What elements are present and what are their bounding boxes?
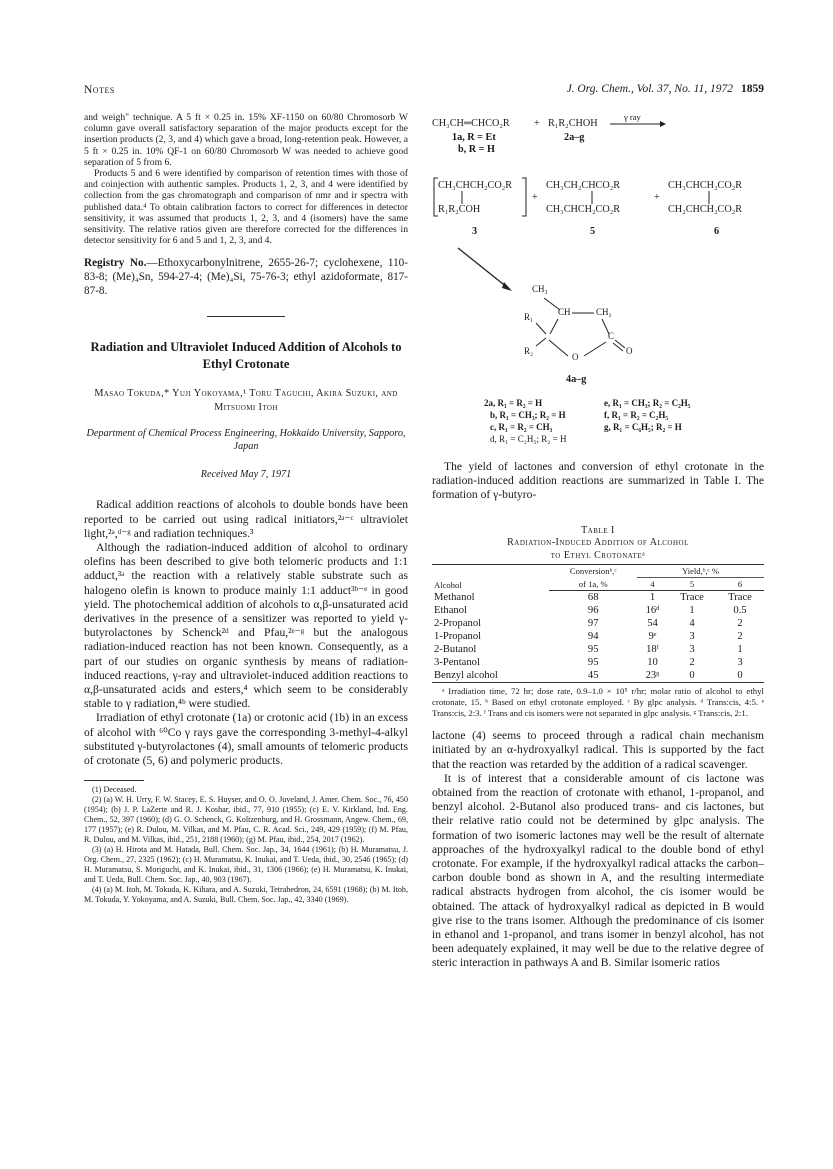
cell-yield-4: 16ᵈ xyxy=(645,605,660,617)
cell-yield-4: 54 xyxy=(647,618,658,630)
cell-yield-5: 3 xyxy=(689,631,695,643)
journal-citation: J. Org. Chem., Vol. 37, No. 11, 1972 xyxy=(566,83,733,95)
lac-bottom-left-bond xyxy=(549,340,568,356)
col-header-conversion-2: of 1a, % xyxy=(549,578,637,591)
cell-conversion: 95 xyxy=(587,644,599,656)
legend-g: g, R₁ = C₆H₅; R₂ = H xyxy=(604,422,682,432)
footnote-3: (3) (a) H. Hirota and M. Hatada, Bull. Chem. Soc. Jap., 34, 1644 (1961); (b) H. Muramatsu, J. Org. Chem., 27, 2325 (1962); (c) H. Muramatsu, K. Inukai, and T. Ueda, ibid., 30, 2546 (1965); (d) H. Muramatsu, S. Moriguchi, and K. Inukai, ibid., 31, 1306 (1966); (e) H. Muramatsu, K. Inukai, and T. Ueda, Bull. Chem. Soc. Jap., 40, 903 (1967). xyxy=(84,845,408,885)
cell-yield-5: 4 xyxy=(689,618,695,630)
footnote-1: (1) Deceased. xyxy=(92,785,137,795)
author-list: Masao Tokuda,* Yuji Yokoyama,¹ Toru Taguchi, Akira Suzuki, and Mitsuomi Itoh xyxy=(94,388,398,414)
intro-paragraph-2: Products 5 and 6 were identified by comparison of retention times with those of and coinjection with authentic samples. Products 1, 2, 3, and 4 were identified by collection from the gas chromatograph and comparison of nmr and ir spectra with published data.⁴ To obtain calibration factors to correct for differences in detector sensitivity, it was assumed that products 1, 2, 3, and 4 (isomers) have the same sensitivity. The relative ratios given are therefore corrected for the differences in detector sensitivity for 6 and 5 and 1, 2, 3, and 4. xyxy=(84,168,408,247)
arrow-label: γ ray xyxy=(624,112,641,122)
lac-r2-bond xyxy=(536,338,546,346)
cell-yield-5: 3 xyxy=(689,644,695,656)
col-header-yield: Yield,ᵇ,ᶜ % xyxy=(637,565,764,578)
intro-paragraph-1: and weigh" technique. A 5 ft × 0.25 in. 15% XF-1150 on 60/80 Chromosorb W column gave overall satisfactory separation of the major products except for the insertion products (2, 3, and 4) which gave a broad, long-retention peak. However, a 5 ft × 0.25 in. 10% QF-1 on 60/80 Chromosorb W was needed to achieve good separation of 5 from 6. xyxy=(84,112,408,168)
registry-text: —Ethoxycarbonylnitrene, 2655-26-7; cyclohexene, 110-83-8; (Me)₄Sn, 594-27-4; (Me)₄Si, 75-76-3; ethyl azidoformate, 817-87-8. xyxy=(84,257,408,298)
label-6: 6 xyxy=(714,226,720,237)
col-header-alcohol: Alcohol xyxy=(432,565,549,591)
article-body-right xyxy=(432,729,764,970)
footnote-divider xyxy=(84,780,144,781)
reactant-alcohol: R₁R₂CHOH xyxy=(548,118,598,129)
table-row xyxy=(432,630,764,643)
table-row xyxy=(432,591,764,605)
cell-conversion: 94 xyxy=(587,631,599,643)
table-caption-line-2: to Ethyl Crotonateᵃ xyxy=(550,549,646,561)
table-row xyxy=(432,643,764,656)
diagonal-arrow-head xyxy=(502,282,512,291)
lac-carbonyl-1 xyxy=(615,340,625,348)
col-header-conversion-1: Conversionᵇ,ᶜ xyxy=(549,565,637,578)
product-6-top: CH₃CHCH₂CO₂R xyxy=(668,180,743,191)
lac-carbonyl-2 xyxy=(613,343,623,351)
table-row xyxy=(432,604,764,617)
article-body-left xyxy=(84,498,408,768)
lactone-r2: R₂ xyxy=(524,346,534,356)
page-number: 1859 xyxy=(741,83,764,95)
cell-yield-4: 18ᶠ xyxy=(646,644,659,656)
label-1a: 1a, R = Et xyxy=(452,132,496,143)
cell-conversion: 97 xyxy=(587,618,599,630)
cell-alcohol: 2-Butanol xyxy=(434,644,477,656)
article-title: Radiation and Ultraviolet Induced Addition of Alcohols to Ethyl Crotonate xyxy=(90,340,402,372)
bracket-right xyxy=(522,178,526,216)
footnote-2: (2) (a) W. H. Urry, F. W. Stacey, E. S. Huyser, and O. O. Juveland, J. Amer. Chem. Soc., 76, 450 (1954); (b) J. P. LaZerte and R. J. Koshar, ibid., 77, 910 (1955); (c) E. V. Kirkland, Ind. Eng. Chem., 52, 397 (1960); (d) G. O. Schenck, G. Koltzenburg, and H. Grossmann, Angew. Chem., 69, 177 (1957); (e) R. Dulou, M. Vilkas, and M. Pfau, C. R. Acad. Sci., 249, 429 (1959); (f) M. Pfau, R. Dulou, and M. Vilkas, ibid., 251, 2188 (1960); (g) M. Pfau, ibid., 254, 2017 (1962). xyxy=(84,795,408,845)
cell-yield-5: 0 xyxy=(668,669,716,683)
left-column xyxy=(84,112,408,905)
cell-yield-6: 2 xyxy=(737,631,743,643)
product-3-bottom: R₁R₂COH xyxy=(438,204,481,215)
footnotes xyxy=(84,785,408,905)
cell-yield-6: 2 xyxy=(737,618,743,630)
cell-yield-5: 2 xyxy=(689,657,695,669)
cell-yield-5: 1 xyxy=(689,605,695,617)
label-4: 4a–g xyxy=(566,374,587,385)
legend-d: d, R₁ = C₂H₅; R₂ = H xyxy=(490,434,567,444)
cell-alcohol: 3-Pentanol xyxy=(434,657,480,669)
table-caption-line-1: Radiation-Induced Addition of Alcohol xyxy=(507,537,689,549)
reaction-arrow-head xyxy=(660,121,666,127)
table-row xyxy=(432,617,764,630)
footnote-4: (4) (a) M. Itoh, M. Tokuda, K. Kihara, and A. Suzuki, Tetrahedron, 24, 6591 (1968); (b) M. Itoh, M. Tokuda, Y. Yokoyama, and A. Suzuki, Bull. Chem. Soc. Jap., 42, 3340 (1969). xyxy=(84,885,408,905)
cell-yield-4: 1 xyxy=(649,592,656,604)
body-paragraph-2: Although the radiation-induced addition of alcohol to ordinary olefins has been described to give both telomeric products and 1:1 adduct,³ᵃ the reaction with a relatively stable substrate such as halogeno olefin is known to produce mainly 1:1 adduct³ᵇ⁻ᵉ in good yield. The photochemical addition of alcohols to α,β-unsaturated acid derivatives in the presence of a sensitizer was reported to yield γ-butyrolactones by Schenck²ᵈ and Pfau,²ᵉ⁻ᵍ but the analogous radiation-induced reaction has not been known. Consequently, as a part of our studies on organic synthesis by means of radiation-induced reactions, γ-ray and ultraviolet-induced addition reactions to α,β-unsaturated acids and esters,⁴ which seem to be considerably stable to γ radiation,⁴ᵇ were studied. xyxy=(84,541,408,711)
plus-sign-3: + xyxy=(654,192,660,203)
cell-yield-6: 0.5 xyxy=(733,605,747,617)
cell-yield-6: 0 xyxy=(716,669,764,683)
product-6-bottom: CH₂CHCH₂CO₂R xyxy=(668,204,743,215)
legend-f: f, R₁ = R₂ = C₂H₅ xyxy=(604,410,669,420)
legend-e: e, R₁ = CH₃; R₂ = C₂H₅ xyxy=(604,398,691,408)
col-header-5: 5 xyxy=(668,578,716,591)
table-caption xyxy=(432,525,764,563)
reaction-scheme xyxy=(432,112,764,432)
cell-alcohol: Benzyl alcohol xyxy=(432,669,549,683)
right-column xyxy=(432,112,764,971)
registry-label: Registry No. xyxy=(84,257,147,270)
lactone-carbonyl-carbon: C xyxy=(608,331,615,341)
table-row xyxy=(432,656,764,669)
cell-conversion: 68 xyxy=(587,592,599,604)
body-paragraph-1: Radical addition reactions of alcohols to double bonds have been reported to be carried out using radical initiators,²ᵃ⁻ᶜ ultraviolet light,²ᵃ,ᵈ⁻ᵍ and radiation techniques.³ xyxy=(84,498,408,540)
cell-alcohol: Methanol xyxy=(434,591,475,603)
cell-alcohol: 2-Propanol xyxy=(434,618,482,630)
plus-sign-2: + xyxy=(532,192,538,203)
product-3-top: CH₃CHCH₂CO₂R xyxy=(438,180,513,191)
diagonal-arrow xyxy=(458,248,508,288)
registry-numbers xyxy=(84,256,408,298)
cell-conversion: 45 xyxy=(549,669,637,683)
cell-yield-6: Trace xyxy=(728,592,752,604)
body-paragraph-3: Irradiation of ethyl crotonate (1a) or crotonic acid (1b) in an excess of alcohol with ⁶⁰Co γ rays gave the corresponding 3-methyl-4-alkyl substituted γ-butyrolactones (4), small amounts of telomeric products of crotonate (5, 6) and polymeric products. xyxy=(84,711,408,768)
label-1b: b, R = H xyxy=(458,144,495,155)
cell-alcohol: 1-Propanol xyxy=(434,631,482,643)
affiliation: Department of Chemical Process Engineering, Hokkaido University, Sapporo, Japan xyxy=(86,428,406,453)
legend-b: b, R₁ = CH₃; R₂ = H xyxy=(490,410,566,420)
cell-yield-6: 3 xyxy=(737,657,743,669)
cell-yield-4: 10 xyxy=(647,657,658,669)
col-header-6: 6 xyxy=(716,578,764,591)
cell-alcohol: Ethanol xyxy=(434,605,467,617)
cell-conversion: 95 xyxy=(587,657,599,669)
text-before-table: The yield of lactones and conversion of ethyl crotonate in the radiation-induced addition reactions are summarized in Table I. The formation of γ-butyro- xyxy=(432,460,764,502)
experimental-continuation xyxy=(84,112,408,246)
results-table xyxy=(432,564,764,683)
body-paragraph-right-2: It is of interest that a considerable amount of cis lactone was obtained from the reaction of crotonate with ethanol, 1-propanol, and benzyl alcohol. 2-Butanol also produced trans- and cis lactones, but their relative ratio could not be determined by glpc analysis. The formation of two isomeric lactones may well be the result of alternate approaches of the hydroxyalkyl radical to the double bond of ethyl crotonate. For example, if the hydroxyalkyl radical attacks the carbon–carbon double bond as shown in A, and the resulting intermediate radical abstracts hydrogen from alcohol, the cis isomer would be obtained. The attack of hydroxyalkyl radical as depicted in B would give rise to the trans isomer. Although the predominance of cis isomer in ethanol and 1-propanol, and trans isomer in benzyl alcohol, has not been adequately explained, it may well be due to the relative degree of steric interaction in pathways A and B. Similar isomeric ratios xyxy=(432,771,764,970)
cell-yield-4: 23ᵍ xyxy=(637,669,668,683)
cell-conversion: 96 xyxy=(587,605,599,617)
lac-bottom-right-bond xyxy=(584,342,606,356)
lac-r1-bond xyxy=(536,323,546,334)
cell-yield-6: 1 xyxy=(737,644,743,656)
received-date: Received May 7, 1971 xyxy=(200,469,292,481)
lactone-r1: R₁ xyxy=(524,312,534,322)
running-header-right xyxy=(480,83,764,95)
cell-yield-4: 9ᵉ xyxy=(648,631,657,643)
scheme-lines xyxy=(432,112,764,432)
running-header-left: Notes xyxy=(84,84,115,96)
lactone-ch3: CH₃ xyxy=(532,284,548,294)
product-5-bottom: CH₃CHCH₂CO₂R xyxy=(546,204,621,215)
table-footnote-text: ᵃ Irradiation time, 72 hr; dose rate, 0.9–1.0 × 10⁵ r/hr; molar ratio of alcohol to ethyl crotonate, 15. ᵇ Based on ethyl crotonate employed. ᶜ By glpc analysis. ᵈ Trans:cis, 4:5. ᵉ Trans:cis, 2:3. ᶠ Trans and cis isomers were not separated in glpc analysis. ᵍ Trans:cis, 2:1. xyxy=(432,686,764,719)
table-label: Table I xyxy=(581,524,615,536)
label-2: 2a–g xyxy=(564,132,585,143)
legend-2a: 2a, R₁ = R₂ = H xyxy=(484,398,543,408)
legend-c: c, R₁ = R₂ = CH₃ xyxy=(490,422,553,432)
col-header-4: 4 xyxy=(637,578,668,591)
plus-sign-1: + xyxy=(534,118,540,129)
lactone-ch: CH xyxy=(558,307,571,317)
lac-left-bond xyxy=(550,319,558,334)
table-row xyxy=(432,669,764,683)
reactant-crotonate: CH₃CH═CHCO₂R xyxy=(432,118,510,129)
table-footnote xyxy=(432,686,764,719)
lactone-ch2: CH₂ xyxy=(596,307,612,317)
label-3: 3 xyxy=(472,226,478,237)
body-paragraph-right-1: lactone (4) seems to proceed through a radical chain mechanism initiated by an α-hydroxyalkyl radical. This is supported by the fact that the reaction was retarded by the addition of a radical scavenger. xyxy=(432,729,764,771)
paragraph-before-table xyxy=(432,460,764,503)
lactone-carbonyl-oxygen: O xyxy=(626,346,633,356)
section-divider xyxy=(207,316,285,317)
product-5-top: CH₃CH₂CHCO₂R xyxy=(546,180,621,191)
lactone-ring-oxygen: O xyxy=(572,352,579,362)
label-5: 5 xyxy=(590,226,596,237)
cell-yield-5: Trace xyxy=(680,592,704,604)
